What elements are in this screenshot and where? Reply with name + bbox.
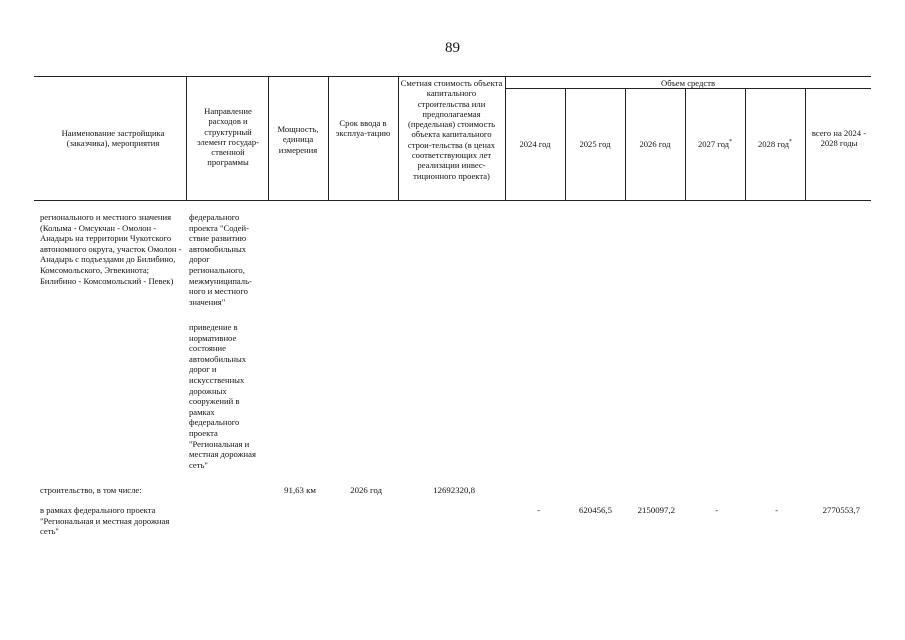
header-direction: Направление расходов и структурный элемент государ-ственной программы [196, 106, 259, 168]
value-total: 2770553,7 [822, 505, 860, 515]
column-divider [625, 88, 626, 200]
header-funding-group: Объем средств [660, 78, 716, 88]
header-2028: 2028 год* [757, 139, 793, 149]
header-cost: Сметная стоимость объекта капитального строительства или предполагаемая (предельная) стоимость объекта капитального строи-тельства (в ценах соответствующих лет реализации инвес-тиционного проекта) [400, 78, 503, 181]
value-2026: 2150097,2 [637, 505, 675, 515]
header-2026: 2026 год [639, 139, 671, 149]
header-2024: 2024 год [519, 139, 551, 149]
header-term: Срок ввода в эксплуа-тацию [335, 118, 391, 139]
header-capacity: Мощность, единица измерения [277, 124, 319, 155]
footnote-mark: * [729, 139, 733, 146]
column-divider [745, 88, 746, 200]
column-divider [268, 76, 269, 200]
header-2025: 2025 год [579, 139, 611, 149]
header-developer: Наименование застройщика (заказчика), мероприятия [61, 128, 165, 149]
column-divider [328, 76, 329, 200]
row-term-value: 2026 год [350, 485, 382, 495]
row-capacity-value: 91,63 км [284, 485, 316, 495]
row-cost-value: 12692320,8 [433, 485, 475, 495]
column-divider [505, 76, 506, 200]
value-2025: 620456,5 [579, 505, 612, 515]
column-divider [805, 88, 806, 200]
footnote-mark: * [789, 139, 793, 146]
column-divider [398, 76, 399, 200]
column-divider [685, 88, 686, 200]
header-total: всего на 2024 - 2028 годы [811, 128, 867, 149]
row-construction-label: строительство, в том числе: [40, 485, 142, 495]
value-2028: - [775, 505, 778, 515]
row-federal-project-label: в рамках федерального проекта "Региональная и местная дорожная сеть" [40, 505, 170, 537]
column-divider [186, 76, 187, 200]
row-object-name: регионального и местного значения (Колыма - Омсукчан - Омолон - Анадырь на территории Чукотского автономного округа, участок Омолон - Анадырь с подъездами до Билибино, Комсомольского, Эгвекинота; Билибино - Комсомольский - Певек) [40, 212, 182, 286]
header-2027: 2027 год* [697, 139, 733, 149]
value-2024: - [537, 505, 540, 515]
row-direction-2: приведение в нормативное состояние автомобильных дорог и искусственных дорожных сооружений в рамках федерального проекта "Региональная и местная дорожная сеть" [189, 322, 256, 470]
page-number: 89 [445, 40, 460, 56]
column-divider [565, 88, 566, 200]
row-direction-1: федерального проекта "Содей-ствие развитию автомобильных дорог регионального, межмуниципаль-ного и местного значения" [189, 212, 252, 307]
value-2027: - [715, 505, 718, 515]
